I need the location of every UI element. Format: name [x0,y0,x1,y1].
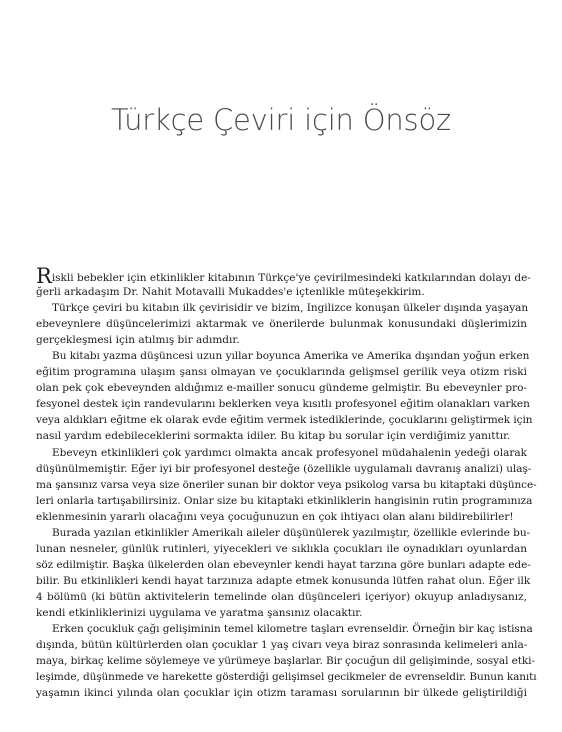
text-line: ğerli arkadaşım Dr. Nahit Motavalli Mukaddes'e içtenlikle müteşekkirim. [36,286,425,299]
text-line: Türkçe çeviri bu kitabın ilk çevirisidir ve bizim, Ingilizce konuşan ülkeler dışında yaşayan [52,302,529,315]
text-line: leşimde, düşünmede ve harekette gösterdiği gelişimsel gecikmeler de evrenseldir. Bunun kanıtı [36,671,537,684]
paragraph-6 [36,621,537,701]
text-line: bilir. Bu etkinlikleri kendi hayat tarzınıza adapte etmek konusunda lütfen rahat olun. Eğer ilk [36,574,531,587]
text-line: lunan nesneler, günlük rutinleri, yiyecekleri ve sıklıkla çocukları ile oynadıkları oyunlardan [36,542,527,555]
text-line: kendi etkinliklerinizi uygulama ve yaratma şansınız olacaktır. [36,606,363,619]
text-line: eğitim programına ulaşım şansı olmayan ve çocuklarında gelişmsel gerilik veya otizm riski [36,366,527,379]
text-line: düşünülmemiştir. Eğer iyi bir profesyonel desteğe (özellikle uygulamalı davranış analizi) ulaş- [36,462,532,475]
text-line: Ebeveyn etkinlikleri çok yardımcı olmakta ancak profesyonel müdahalenin yedeği olarak [52,446,527,459]
text-line: leri onlarla tartışabilirsiniz. Onlar size bu kitaptaki etkinliklerin hangisinin rutin programınıza [36,494,533,507]
text-line: ebeveynlere düşüncelerimizi aktarmak ve önerilerde bulunmak konusundaki düşlerimizin [36,318,527,331]
text-line: 4 bölümü (ki bütün aktivitelerin temelinde olan düşünceleri içeriyor) okuyup anladıysanız, [36,590,527,603]
paragraph-4 [36,445,537,525]
drop-cap: R [36,264,52,288]
text-line: fesyonel destek için randevularını beklerken veya kısıtlı profesyonel eğitim olanakları varken [36,398,530,411]
text-line: Bu kitabı yazma düşüncesi uzun yıllar boyunca Amerika ve Amerika dışından yoğun erken [52,350,530,363]
text-line: ma şansınız varsa veya size öneriler sunan bir doktor veya psikolog varsa bu kitaptaki düşünce- [36,478,537,491]
text-line: eklenmesinin yararlı olacağını veya çocuğunuzun en çok ihtiyacı olan alanı bildirebilirler! [36,510,514,523]
page-title: Türkçe Çeviri için Önsöz [110,103,452,138]
paragraph-3 [36,348,533,444]
text-line: veya aldıkları eğitme ek olarak evde eğitim vermek istediklerinde, çocuklarını geliştirmek için [36,414,533,427]
paragraph-1 [36,264,531,300]
paragraph-2 [36,300,527,348]
text-line [36,264,531,288]
text-line: olan pek çok ebeveynden aldığımız e-mailler sonucu gündeme gelmiştir. Bu ebeveynler pro- [36,382,527,395]
text-line: yaşamın ikinci yılında olan çocuklar için otizm taraması sorularının bir ülkede geliştirildiği [36,687,527,700]
text-line: Burada yazılan etkinlikler Amerikalı aileler düşünülerek yazılmıştır, özellikle evlerinde bu- [52,526,531,539]
text-line: gerçekleşmesi için atılmış bir adımdır. [36,334,240,347]
body-text [36,264,537,701]
text-line: nasıl yardım edebileceklerini sormakta idiler. Bu kitap bu sorular için verdiğimiz yanıttır. [36,430,511,443]
text-line: maya, birkaç kelime söylemeye ve yürümeye başlarlar. Bir çocuğun dil gelişiminde, sosyal etki- [36,655,535,668]
text-line: Erken çocukluk çağı gelişiminin temel kilometre taşları evrenseldir. Örneğin bir kaç istisna [52,623,533,636]
paragraph-5 [36,525,531,621]
text-line-content: iskli bebekler için etkinlikler kitabının Türkçe'ye çevirilmesindeki katkılarından dolayı de- [51,272,531,284]
text-line: dışında, bütün kültürlerden olan çocuklar 1 yaş civarı veya biraz sonrasında kelimeleri anla- [36,639,528,652]
text-line: söz edilmiştir. Başka ülkelerden olan ebeveynler kendi hayat tarzına göre bunları adapte ede- [36,558,531,571]
